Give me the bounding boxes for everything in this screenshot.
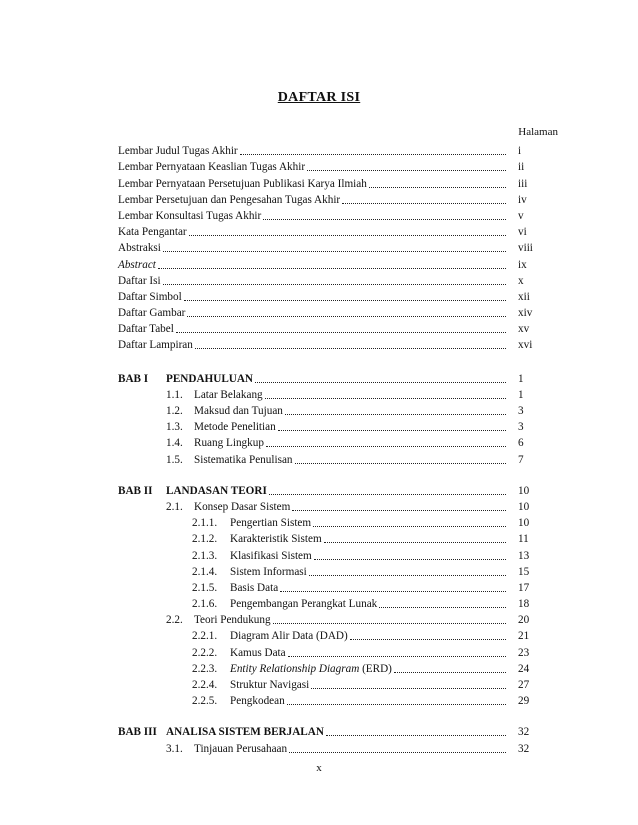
toc-entry-number: BAB III (118, 726, 157, 739)
toc-entry-number: 2.2.2. (192, 646, 218, 659)
toc-page-number: xv (518, 323, 530, 336)
toc-entry-label: Basis Data (230, 581, 279, 594)
toc-entry-label: Ruang Lingkup (194, 437, 264, 450)
leader-dots (324, 542, 506, 543)
toc-row (118, 450, 548, 466)
leader-dots (285, 414, 506, 415)
toc-entry-number: 2.1.5. (192, 581, 218, 594)
leader-dots (158, 268, 506, 269)
toc-row (118, 627, 548, 643)
toc-entry-label: Daftar Isi (118, 274, 161, 287)
leader-dots (350, 639, 506, 640)
toc-entry-label: Sistem Informasi (230, 565, 307, 578)
toc-row (118, 530, 548, 546)
toc-page-number: 21 (518, 630, 530, 643)
toc-entry-label: Teori Pendukung (194, 614, 271, 627)
toc-entry-number: 2.1.2. (192, 533, 218, 546)
toc-row (118, 255, 548, 271)
toc-row (118, 692, 548, 708)
toc-page-number: 11 (518, 533, 529, 546)
leader-dots (342, 203, 506, 204)
toc-row (118, 304, 548, 320)
toc-entry-label: Lembar Pernyataan Persetujuan Publikasi Karya Ilmiah (118, 177, 367, 190)
leader-dots (195, 348, 506, 349)
toc-row (118, 739, 548, 755)
toc-entry-label: Pengembangan Perangkat Lunak (230, 598, 378, 611)
leader-dots (309, 575, 506, 576)
toc-row (118, 320, 548, 336)
toc-entry-label: Tinjauan Perusahaan (194, 742, 288, 755)
leader-dots (189, 235, 506, 236)
toc-page-number: 18 (518, 598, 530, 611)
table-of-contents (118, 142, 548, 756)
toc-page-number: 6 (518, 437, 524, 450)
leader-dots (269, 494, 506, 495)
leader-dots (255, 382, 506, 383)
leader-dots (184, 300, 506, 301)
toc-entry-number: 1.4. (166, 437, 183, 450)
toc-entry-label: Konsep Dasar Sistem (194, 500, 291, 513)
leader-dots (265, 398, 506, 399)
toc-page-number: 17 (518, 581, 530, 594)
toc-row (118, 723, 548, 739)
toc-entry-label: ANALISA SISTEM BERJALAN (166, 726, 324, 739)
leader-dots (278, 430, 506, 431)
toc-page-number: ii (518, 161, 525, 174)
toc-page-number: iii (518, 177, 528, 190)
toc-entry-label: Lembar Pernyataan Keaslian Tugas Akhir (118, 161, 306, 174)
leader-dots (292, 510, 506, 511)
toc-page-number: 15 (518, 565, 530, 578)
toc-row (118, 498, 548, 514)
leader-dots (311, 688, 506, 689)
toc-entry-label: Abstraksi (118, 242, 161, 255)
leader-dots (288, 656, 506, 657)
toc-page-number: xvi (518, 339, 533, 352)
toc-row (118, 434, 548, 450)
toc-page-number: viii (518, 242, 533, 255)
toc-page-number: 1 (518, 372, 524, 385)
toc-entry-label (118, 259, 156, 272)
leader-dots (176, 332, 506, 333)
toc-entry-label: Kata Pengantar (118, 226, 187, 239)
toc-page-number: 29 (518, 695, 530, 708)
toc-page-number: 1 (518, 388, 524, 401)
leader-dots (289, 752, 506, 753)
toc-row (118, 514, 548, 530)
toc-entry-label: Daftar Tabel (118, 323, 174, 336)
toc-entry-label: Daftar Simbol (118, 290, 182, 303)
toc-row (118, 386, 548, 402)
toc-page-number: 3 (518, 421, 524, 434)
toc-page-number: xii (518, 290, 530, 303)
toc-entry-label: PENDAHULUAN (166, 372, 254, 385)
toc-entry-number: 2.2.5. (192, 695, 218, 708)
toc-row (118, 191, 548, 207)
halaman-label: Halaman (518, 126, 558, 138)
toc-entry-number: 1.3. (166, 421, 183, 434)
toc-page-number: v (518, 209, 524, 222)
toc-entry-label-suffix: (ERD) (359, 662, 392, 675)
toc-row (118, 579, 548, 595)
toc-page-number: iv (518, 193, 527, 206)
toc-row (118, 546, 548, 562)
toc-row (118, 239, 548, 255)
toc-page-number: 10 (518, 484, 530, 497)
toc-entry-label-italic: Abstract (118, 258, 156, 271)
toc-page-number: i (518, 145, 522, 158)
leader-dots (187, 316, 506, 317)
toc-entry-number: 2.2. (166, 614, 183, 627)
toc-entry-label: LANDASAN TEORI (166, 484, 267, 497)
toc-row (118, 288, 548, 304)
leader-dots (313, 526, 506, 527)
leader-dots (163, 284, 506, 285)
toc-entry-number: 3.1. (166, 742, 183, 755)
page-number: x (316, 762, 322, 774)
leader-dots (266, 446, 506, 447)
toc-entry-label: Struktur Navigasi (230, 679, 310, 691)
toc-page-number: 23 (518, 646, 530, 659)
toc-page-number: 3 (518, 405, 524, 417)
toc-page-number: 32 (518, 726, 530, 739)
toc-entry-number: 2.1.4. (192, 565, 218, 578)
page-title: DAFTAR ISI (277, 90, 361, 105)
toc-page-number: 13 (518, 549, 530, 562)
toc-entry-label: Sistematika Penulisan (194, 453, 293, 466)
toc-entry-label: Latar Belakang (194, 388, 263, 401)
toc-entry-label: Lembar Persetujuan dan Pengesahan Tugas Akhir (118, 193, 341, 206)
toc-entry-number: 2.2.1. (192, 630, 218, 643)
toc-row (118, 676, 548, 692)
toc-row (118, 611, 548, 627)
toc-entry-label: Daftar Lampiran (118, 339, 193, 352)
toc-entry-label: Metode Penelitian (194, 421, 276, 434)
toc-row (118, 336, 548, 352)
toc-row (118, 369, 548, 385)
leader-dots (307, 170, 506, 171)
toc-page-number: 24 (518, 662, 530, 675)
toc-entry-number: 1.2. (166, 405, 183, 417)
toc-entry-number: BAB II (118, 484, 153, 497)
toc-entry-number: 1.5. (166, 453, 183, 466)
toc-row (118, 402, 548, 418)
leader-dots (287, 704, 506, 705)
toc-row (118, 563, 548, 579)
toc-entry-label (230, 663, 392, 676)
toc-entry-label: Lembar Konsultasi Tugas Akhir (118, 209, 262, 222)
leader-dots (263, 219, 506, 220)
toc-page-number: vi (518, 226, 527, 239)
toc-entry-number: 2.2.4. (192, 679, 218, 691)
toc-page-number: xiv (518, 307, 533, 320)
toc-entry-label: Kamus Data (230, 646, 286, 659)
toc-entry-number: 2.1.3. (192, 549, 218, 562)
toc-entry-label: Maksud dan Tujuan (194, 405, 283, 417)
toc-entry-number: 2.1.1. (192, 517, 218, 530)
toc-row (118, 174, 548, 190)
toc-entry-number: 1.1. (166, 388, 183, 401)
toc-row (118, 418, 548, 434)
toc-row (118, 595, 548, 611)
toc-row (118, 482, 548, 498)
toc-page-number: 32 (518, 742, 530, 755)
toc-entry-number: 2.2.3. (192, 662, 218, 675)
toc-entry-label: Diagram Alir Data (DAD) (230, 630, 348, 643)
toc-entry-label: Pengkodean (230, 695, 285, 708)
toc-page-number: 27 (518, 679, 530, 691)
toc-page-number: x (518, 274, 524, 287)
leader-dots (163, 251, 506, 252)
leader-dots (273, 623, 506, 624)
toc-entry-label-italic: Entity Relationship Diagram (230, 662, 360, 675)
toc-entry-label: Karakteristik Sistem (230, 533, 322, 546)
leader-dots (326, 735, 506, 736)
toc-page-number: 10 (518, 517, 530, 530)
toc-row (118, 142, 548, 158)
toc-entry-number: 2.1.6. (192, 598, 218, 611)
toc-row (118, 158, 548, 174)
leader-dots (379, 607, 506, 608)
toc-entry-number: 2.1. (166, 500, 183, 513)
toc-page-number: 7 (518, 453, 524, 466)
leader-dots (394, 672, 506, 673)
toc-entry-label: Daftar Gambar (118, 307, 186, 320)
leader-dots (280, 591, 506, 592)
leader-dots (369, 187, 506, 188)
toc-entry-label: Pengertian Sistem (230, 517, 312, 530)
toc-row (118, 223, 548, 239)
toc-row (118, 660, 548, 676)
toc-page-number: ix (518, 258, 527, 271)
leader-dots (295, 463, 506, 464)
toc-entry-label: Klasifikasi Sistem (230, 549, 312, 562)
toc-row (118, 272, 548, 288)
leader-dots (314, 559, 506, 560)
toc-row (118, 643, 548, 659)
toc-entry-number: BAB I (118, 372, 149, 385)
toc-page-number: 10 (518, 500, 530, 513)
leader-dots (240, 154, 506, 155)
toc-row (118, 207, 548, 223)
toc-entry-label: Lembar Judul Tugas Akhir (118, 145, 238, 158)
toc-page-number: 20 (518, 614, 530, 627)
